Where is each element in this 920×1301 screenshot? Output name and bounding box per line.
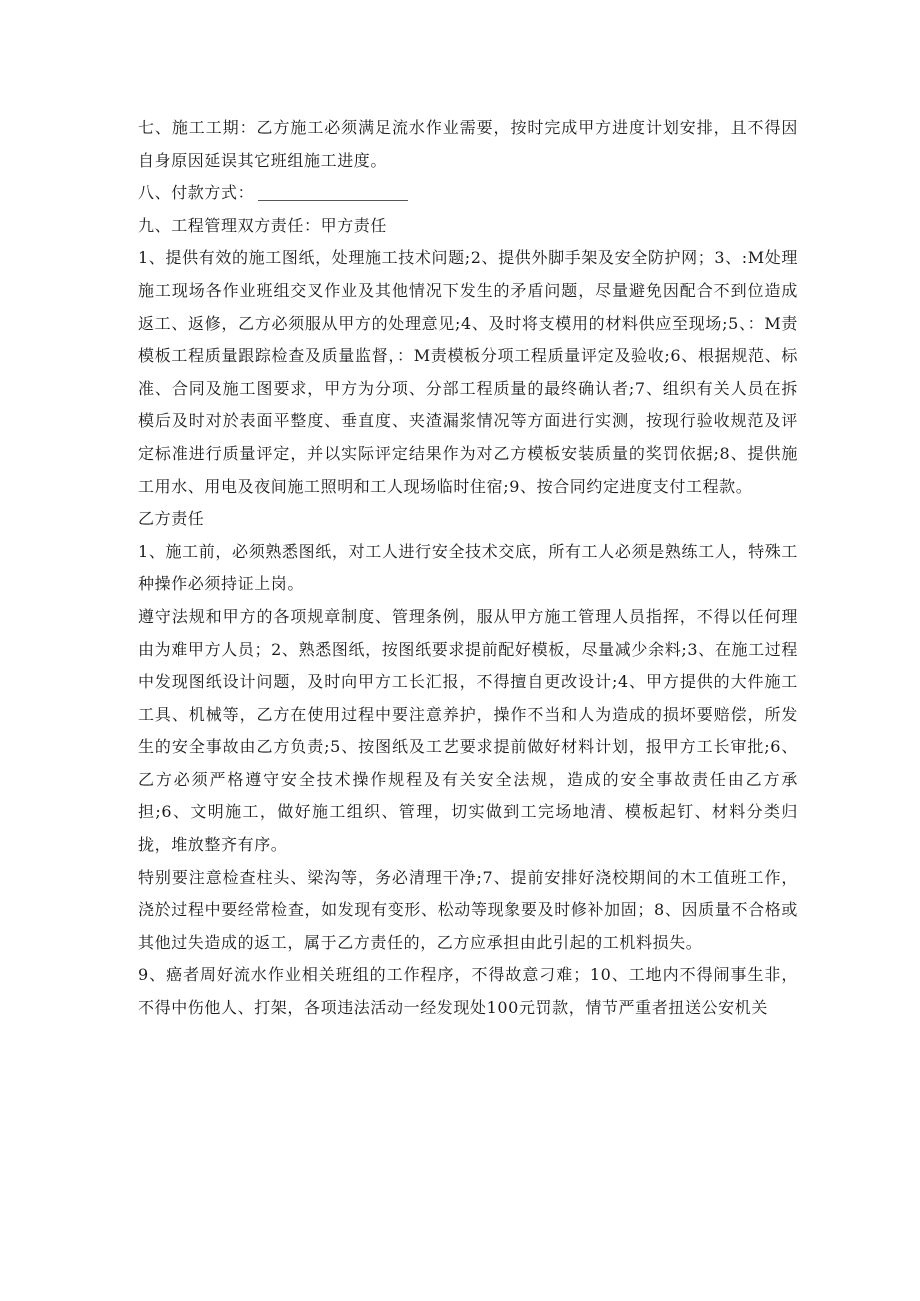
payment-method-blank-line[interactable] [258, 182, 408, 201]
party-b-heading: 乙方责任 [138, 509, 205, 529]
document-page [138, 112, 798, 1025]
party-b-items-2-6: 遵守法规和甲方的各项规章制度、管理条例，服从甲方施工管理人员指挥，不得以任何理由为难甲方人员；2、熟悉图纸，按图纸要求提前配好模板，尽量减少余料;3、在施工过程中发现图纸设计问题，及时向甲方工长汇报，不得擅自更改设计;4、甲方提供的大件施工工具、机械等，乙方在使用过程中要注意养护，操作不当和人为造成的损坏要赔偿，所发生的安全事故由乙方负责;5、按图纸及工艺要求提前做好材料计划，报甲方工长审批;6、乙方必须严格遵守安全技术操作规程及有关安全法规，造成的安全事故责任由乙方承担;6、文明施工，做好施工组织、管理，切实做到工完场地清、模板起钉、材料分类归拢，堆放整齐有序。 [138, 606, 798, 855]
clause-8-payment-method [138, 177, 798, 210]
party-b-items-7-8: 特别要注意检查柱头、梁沟等，务必清理干净;7、提前安排好浇校期间的木工值班工作，浇於过程中要经常检查，如发现有变形、松动等现象要及时修补加固；8、因质量不合格或其他过失造成的返工，属于乙方责任的，乙方应承担由此引起的工机料损失。 [138, 867, 798, 952]
party-a-responsibilities: 1、提供有效的施工图纸，处理施工技术问题;2、提供外脚手架及安全防护网；3、:M处理施工现场各作业班组交叉作业及其他情况下发生的矛盾问题，尽量避免因配合不到位造成返工、返修，乙方必须服从甲方的处理意见;4、及时将支模用的材料供应至现场;5、：M责模板工程质量跟踪检查及质量监督，：M责模板分项工程质量评定及验收;6、根据规范、标准、合同及施工图要求，甲方为分项、分部工程质量的最终确认者;7、组织有关人员在拆模后及时对於表面平整度、垂直度、夹渣漏浆情况等方面进行实测，按现行验收规范及评定标准进行质量评定，并以实际评定结果作为对乙方模板安装质量的奖罚依据;8、提供施工用水、用电及夜间施工照明和工人现场临时住宿;9、按合同约定进度支付工程款。 [138, 248, 798, 496]
clause-7-construction-period: 七、施工工期：乙方施工必须满足流水作业需要，按时完成甲方进度计划安排，且不得因自身原因延误其它班组施工进度。 [138, 118, 798, 170]
party-b-item-1: 1、施工前，必须熟悉图纸，对工人进行安全技术交底，所有工人必须是熟练工人，特殊工种操作必须持证上岗。 [138, 541, 798, 594]
clause-8-label: 八、付款方式： [138, 183, 255, 203]
clause-9-heading: 九、工程管理双方责任：甲方责任 [138, 215, 388, 235]
party-b-items-9-10: 9、癌者周好流水作业相关班组的工作程序，不得故意刁难；10、工地内不得闹事生非，不得中伤他人、打架，各项违法活动一经发现处100元罚款，情节严重者扭送公安机关 [138, 965, 798, 1018]
